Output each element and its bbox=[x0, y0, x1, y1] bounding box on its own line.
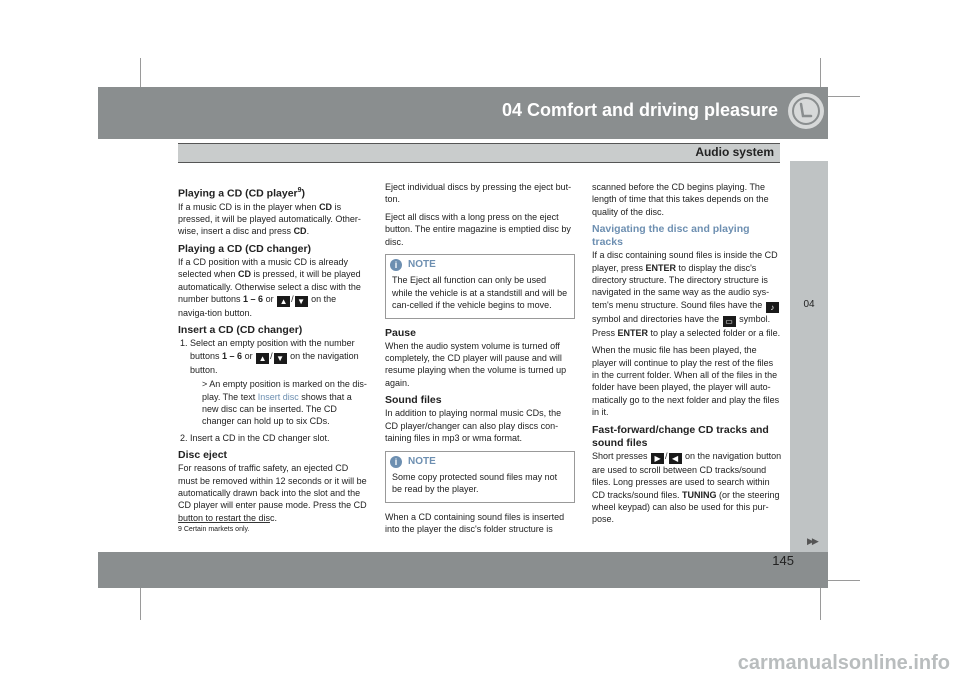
paragraph: Short presses ▶ / ◀ on the navigation button are used to scroll between CD tracks/sound files. Long presses are used to search within CD tracks/sound files. TUNING (or the steering wheel keypad) can also be used for this pur-pose. bbox=[592, 450, 782, 525]
paragraph: If a music CD is in the player when CD is pressed, it will be played automatically. Other-wise, insert a disc and press CD. bbox=[178, 201, 361, 237]
paragraph: Eject all discs with a long press on the eject button. The entire magazine is emptied disc by disc. bbox=[385, 211, 571, 247]
note-box bbox=[385, 451, 575, 503]
next-page-arrows-icon: ▶▶ bbox=[807, 536, 817, 546]
arrow-down-icon: ▼ bbox=[295, 296, 308, 307]
heading-disc-eject: Disc eject bbox=[178, 449, 228, 462]
chapter-tab bbox=[790, 161, 828, 552]
list-subitem: > An empty position is marked on the dis-play. The text Insert disc shows that a new disc can be inserted. The CD changer can hold up to six CDs. bbox=[202, 379, 367, 427]
arrow-left-icon: ◀ bbox=[669, 453, 682, 464]
footnote-divider bbox=[178, 522, 270, 523]
heading-pause: Pause bbox=[385, 326, 416, 339]
list-item: 1. Select an empty position with the number buttons 1 – 6 or ▲ / ▼ on the navigation button. > An empty position is marked on the dis-play. The text Insert disc shows that a new disc can be inserted. The CD changer can hold up to six CDs. bbox=[190, 337, 368, 427]
page-number: 145 bbox=[772, 553, 794, 568]
folder-icon: ▭ bbox=[723, 316, 736, 327]
column-3 bbox=[592, 181, 782, 531]
note-box bbox=[385, 254, 575, 319]
footnote: 9 Certain markets only. bbox=[178, 526, 250, 533]
info-icon: i bbox=[390, 259, 402, 271]
steps-list bbox=[178, 337, 368, 444]
arrow-down-icon: ▼ bbox=[274, 353, 287, 364]
page-footer bbox=[98, 552, 828, 588]
paragraph: When the audio system volume is turned off completely, the CD player will pause and will resume playing when the volume is turned up again. bbox=[385, 340, 567, 388]
paragraph: When a CD containing sound files is inserted into the player the disc's folder structure is bbox=[385, 511, 565, 535]
heading-cd-player: Playing a CD (CD player$^9$) bbox=[178, 187, 306, 200]
list-item: 2. Insert a CD in the CD changer slot. bbox=[190, 432, 368, 444]
section-title: Audio system bbox=[695, 145, 774, 159]
chapter-title: 04 Comfort and driving pleasure bbox=[501, 100, 778, 120]
note-body: Some copy protected sound files may not be read by the player. bbox=[392, 471, 558, 495]
music-note-icon: ♪ bbox=[766, 302, 779, 313]
paragraph: Eject individual discs by pressing the eject but-ton. bbox=[385, 182, 572, 205]
heading-cd-changer: Playing a CD (CD changer) bbox=[178, 242, 312, 255]
chapter-header bbox=[98, 87, 828, 139]
column-1 bbox=[178, 181, 368, 529]
arrow-right-icon: ▶ bbox=[651, 453, 664, 464]
heading-fast-forward: Fast-forward/change CD tracks and sound files bbox=[592, 423, 769, 449]
note-title: NOTE bbox=[408, 259, 436, 271]
watermark: carmanualsonline.info bbox=[737, 652, 950, 674]
paragraph: In addition to playing normal music CDs, the CD player/changer can also play discs con-taining files in mp3 or wma format. bbox=[385, 408, 562, 444]
info-icon: i bbox=[390, 456, 402, 468]
chapter-tab-label: 04 bbox=[803, 299, 815, 310]
section-header bbox=[178, 143, 780, 163]
heading-navigating-disc: Navigating the disc and playing tracks bbox=[592, 223, 750, 249]
arrow-up-icon: ▲ bbox=[277, 296, 290, 307]
seat-comfort-icon bbox=[788, 93, 824, 129]
heading-insert-cd: Insert a CD (CD changer) bbox=[178, 324, 303, 337]
paragraph: If a disc containing sound files is inside the CD player, press ENTER to display the disc's directory structure. The directory structure is navigated in the same way as the audio sys-tem's menu structure. Sound files have the ♪ symbol and directories have the ▭ symbol. Press ENTER to play a selected folder or a file. bbox=[592, 250, 781, 338]
arrow-up-icon: ▲ bbox=[256, 353, 269, 364]
heading-sound-files: Sound files bbox=[385, 394, 442, 407]
paragraph: scanned before the CD begins playing. The length of time that this takes depends on the quality of the disc. bbox=[592, 182, 769, 217]
paragraph: When the music file has been played, the player will continue to play the rest of the files in the current folder. When all of the files in the folder have been played, the player will auto-matically go to the next folder and play the files in it. bbox=[592, 345, 780, 418]
paragraph: For reasons of traffic safety, an ejected CD must be removed within 12 seconds or it will be automatically drawn back into the slot and the CD player will enter pause mode. Press the CD button to restart the disc. bbox=[178, 463, 367, 523]
paragraph: If a CD position with a music CD is already selected when CD is pressed, it will be played automatically. Otherwise select a disc with the number buttons 1 – 6 or ▲ / ▼ on the naviga-tion button. bbox=[178, 256, 361, 318]
column-2 bbox=[385, 181, 575, 541]
note-title: NOTE bbox=[408, 455, 436, 467]
note-body: The Eject all function can only be used while the vehicle is at a standstill and will be can-celled if the vehicle begins to move. bbox=[392, 275, 568, 311]
